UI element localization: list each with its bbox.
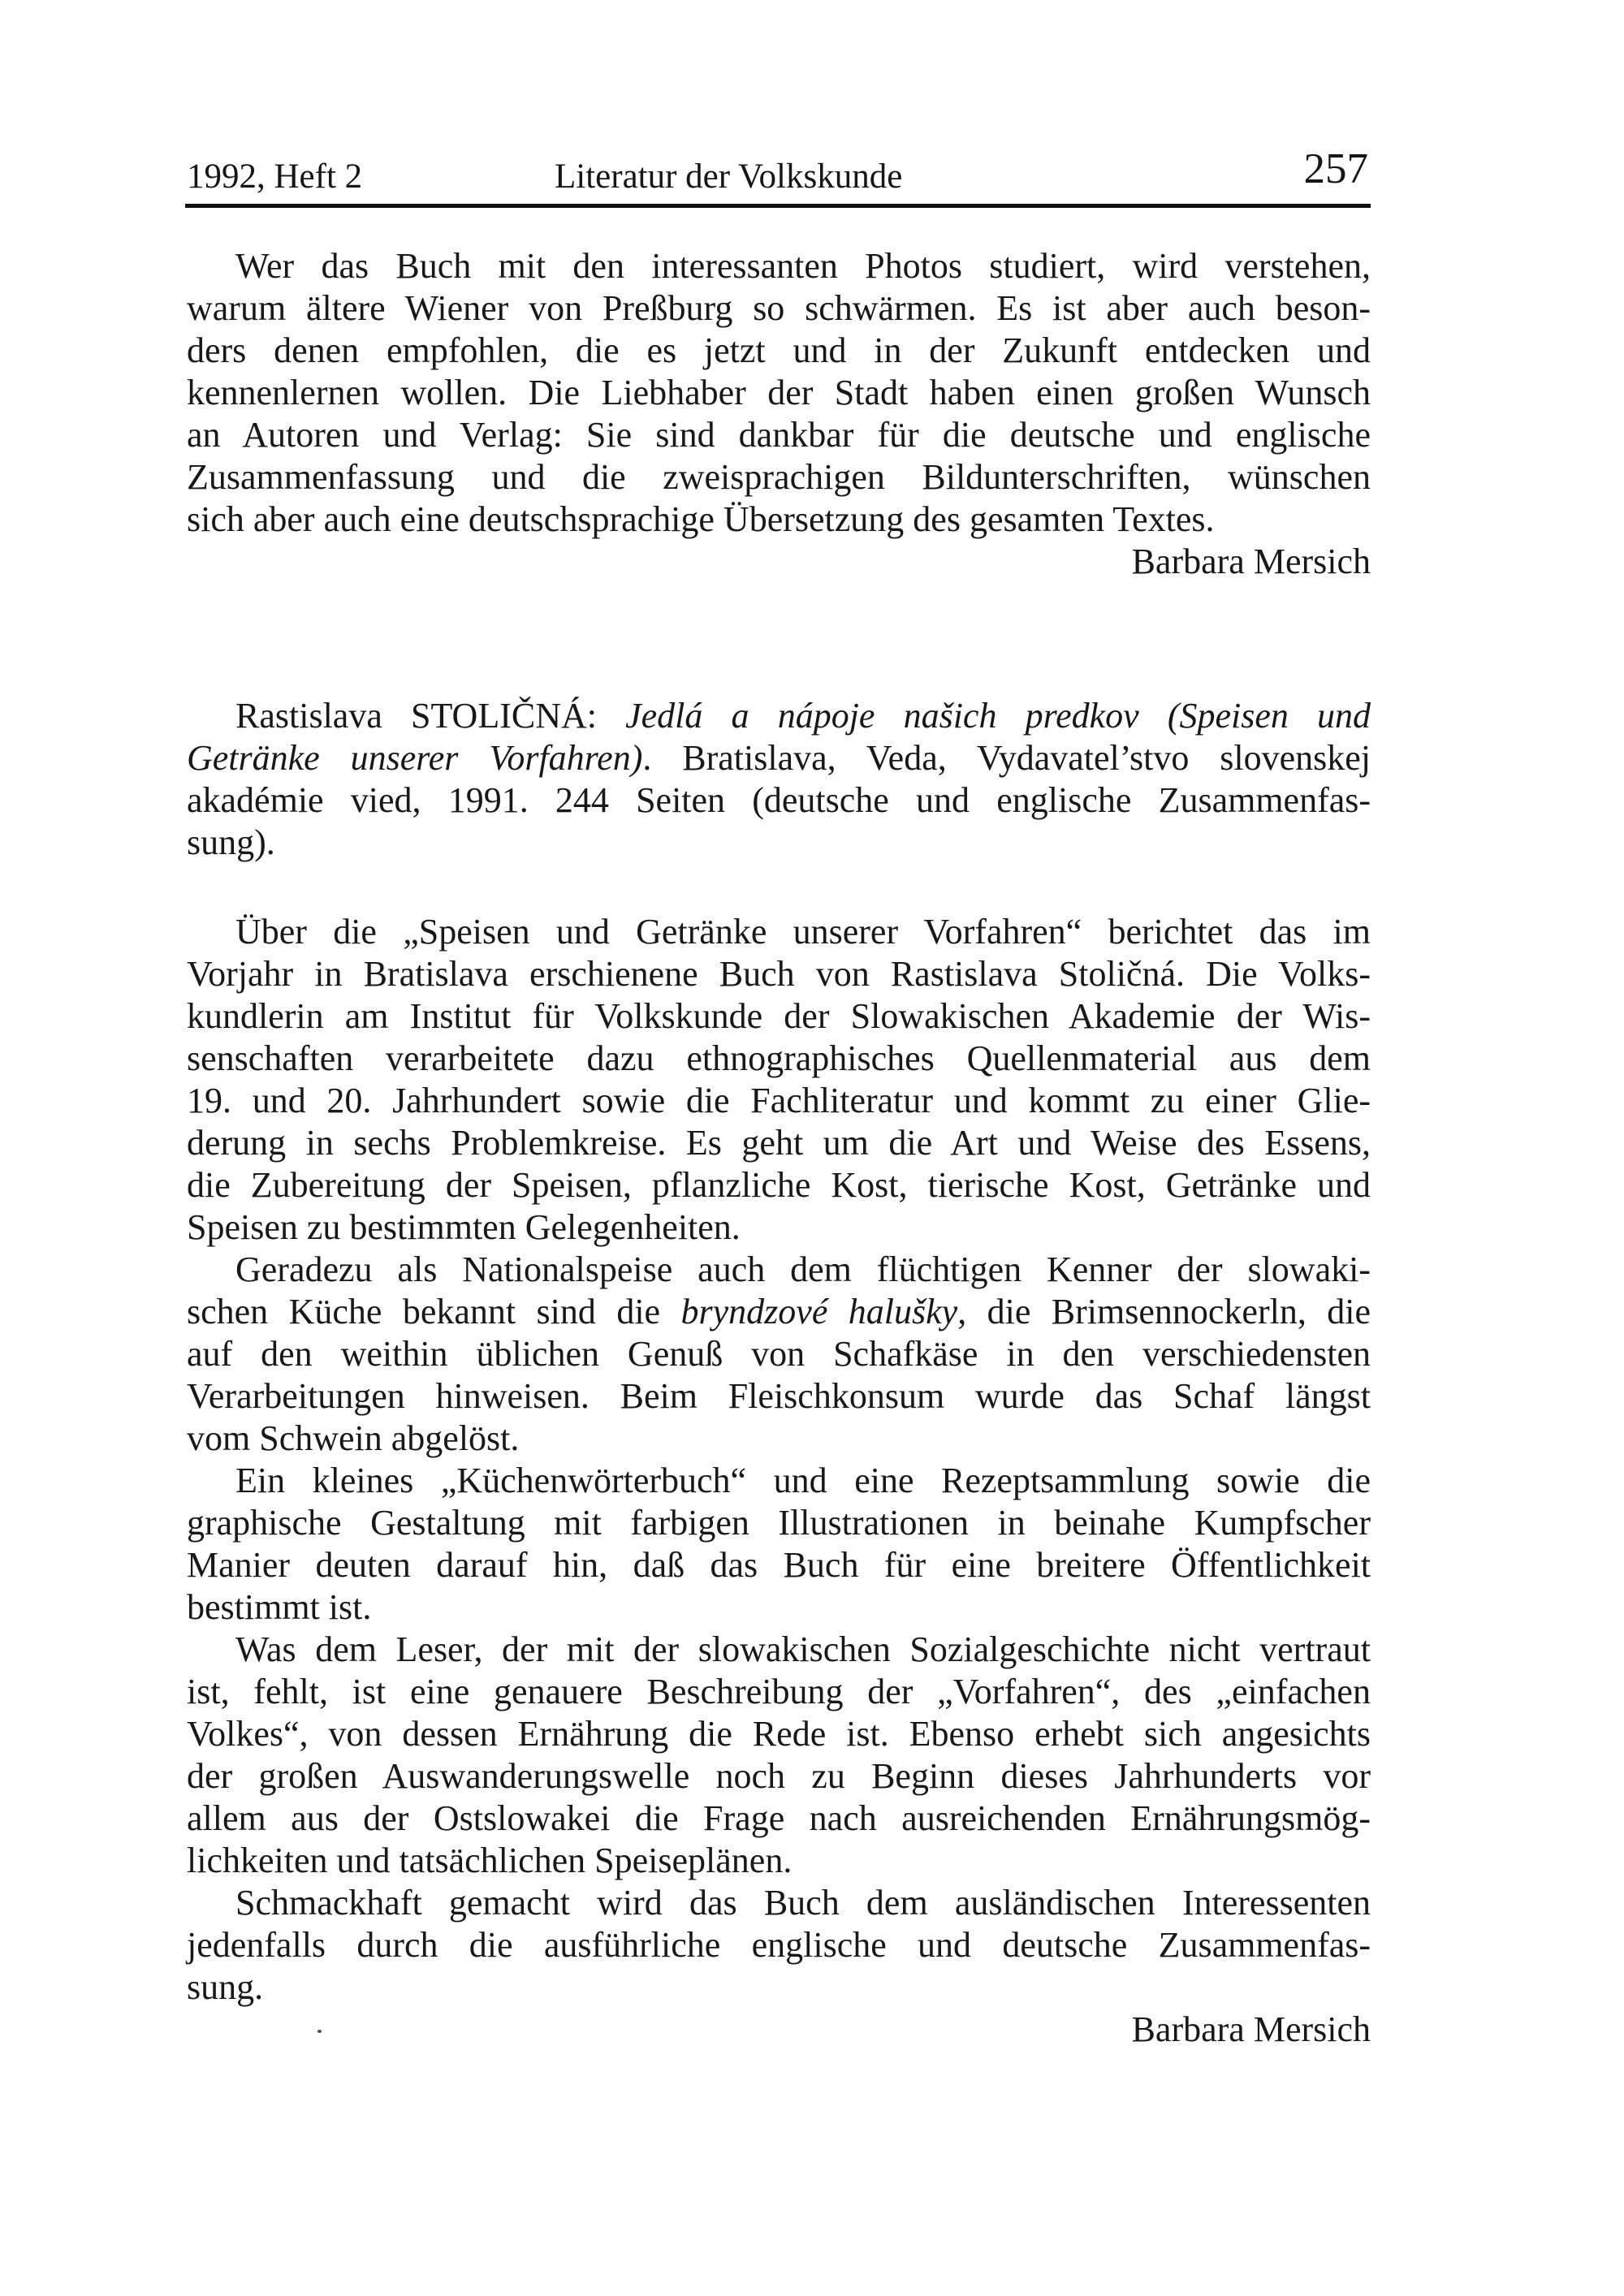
text-line: kundlerin am Institut für Volkskunde der Slowakischen Akademie der Wis-	[187, 996, 1371, 1036]
paragraph	[187, 1249, 1371, 1460]
paragraph	[187, 1629, 1371, 1882]
text-line: schen Küche bekannt sind die bryndzové halušky, die Brimsennockerln, die	[187, 1292, 1371, 1331]
paragraph	[187, 1882, 1371, 2009]
text-line: Volkes“, von dessen Ernährung die Rede ist. Ebenso erhebt sich angesichts	[187, 1714, 1371, 1754]
text-line: akadémie vied, 1991. 244 Seiten (deutsche und englische Zusammenfas-	[187, 780, 1371, 820]
scan-speck	[317, 2030, 322, 2033]
text-line: lichkeiten und tatsächlichen Speiseplänen.	[187, 1841, 793, 1880]
text-line: Was dem Leser, der mit der slowakischen Sozialgeschichte nicht vertraut	[235, 1629, 1371, 1669]
text-line: Manier deuten darauf hin, daß das Buch für eine breitere Öffentlichkeit	[187, 1545, 1371, 1585]
text-line: auf den weithin üblichen Genuß von Schafkäse in den verschiedensten	[187, 1334, 1371, 1374]
text-line: die Zubereitung der Speisen, pflanzliche Kost, tierische Kost, Getränke und	[187, 1165, 1371, 1205]
text-line: jedenfalls durch die ausführliche englische und deutsche Zusammenfas-	[187, 1925, 1371, 1965]
text-line: Wer das Buch mit den interessanten Photos studiert, wird verstehen,	[235, 246, 1371, 286]
text-line: Geradezu als Nationalspeise auch dem flüchtigen Kenner der slowaki-	[235, 1249, 1371, 1289]
text-line: Speisen zu bestimmten Gelegenheiten.	[187, 1207, 741, 1247]
review-conclusion-paragraph	[187, 245, 1371, 583]
paragraph	[187, 695, 1371, 864]
text-line: vom Schwein abgelöst.	[187, 1418, 520, 1458]
text-line: Getränke unserer Vorfahren). Bratislava, Veda, Vydavatel’stvo slovenskej	[187, 738, 1371, 778]
text-line: der großen Auswanderungswelle noch zu Beginn dieses Jahrhunderts vor	[187, 1756, 1371, 1796]
header-running-title: Literatur der Volkskunde	[555, 158, 903, 196]
paragraph	[187, 245, 1371, 541]
text-line: sung).	[187, 822, 275, 862]
text-line: Über die „Speisen und Getränke unserer Vorfahren“ berichtet das im	[235, 912, 1371, 952]
reviewer-signature: Barbara Mersich	[1131, 2009, 1371, 2049]
text-line: sich aber auch eine deutschsprachige Übersetzung des gesamten Textes.	[187, 499, 1215, 539]
text-line: kennenlernen wollen. Die Liebhaber der Stadt haben einen großen Wunsch	[187, 373, 1371, 412]
reviewer-signature: Barbara Mersich	[1131, 542, 1371, 581]
paragraph	[187, 1460, 1371, 1629]
text-line: bestimmt ist.	[187, 1587, 372, 1627]
header-issue-label: 1992, Heft 2	[187, 158, 363, 196]
header-rule	[185, 204, 1371, 208]
text-line: Vorjahr in Bratislava erschienene Buch von Rastislava Stoličná. Die Volks-	[187, 954, 1371, 994]
book-citation	[187, 695, 1371, 864]
review-body	[187, 911, 1371, 2051]
text-line: Rastislava STOLIČNÁ: Jedlá a nápoje našich predkov (Speisen und	[235, 696, 1371, 736]
text-line: 19. und 20. Jahrhundert sowie die Fachliteratur und kommt zu einer Glie-	[187, 1081, 1371, 1120]
paragraph-group	[187, 911, 1371, 2009]
text-line: graphische Gestaltung mit farbigen Illustrationen in beinahe Kumpfscher	[187, 1503, 1371, 1543]
header-page-number: 257	[1303, 145, 1368, 192]
text-line: an Autoren und Verlag: Sie sind dankbar für die deutsche und englische	[187, 415, 1371, 455]
text-line: ders denen empfohlen, die es jetzt und in der Zukunft entdecken und	[187, 330, 1371, 370]
text-line: ist, fehlt, ist eine genauere Beschreibung der „Vorfahren“, des „einfachen	[187, 1672, 1371, 1711]
text-line: Verarbeitungen hinweisen. Beim Fleischkonsum wurde das Schaf längst	[187, 1376, 1371, 1416]
text-line: allem aus der Ostslowakei die Frage nach ausreichenden Ernährungsmög-	[187, 1798, 1371, 1838]
text-line: derung in sechs Problemkreise. Es geht um die Art und Weise des Essens,	[187, 1123, 1371, 1163]
text-line: senschaften verarbeitete dazu ethnographisches Quellenmaterial aus dem	[187, 1038, 1371, 1078]
text-line: Schmackhaft gemacht wird das Buch dem ausländischen Interessenten	[235, 1883, 1371, 1923]
text-line: sung.	[187, 1967, 264, 2007]
paragraph	[187, 911, 1371, 1249]
text-line: Zusammenfassung und die zweisprachigen Bildunterschriften, wünschen	[187, 457, 1371, 497]
text-line: Ein kleines „Küchenwörterbuch“ und eine Rezeptsammlung sowie die	[235, 1461, 1371, 1500]
text-line: warum ältere Wiener von Preßburg so schwärmen. Es ist aber auch beson-	[187, 288, 1371, 328]
